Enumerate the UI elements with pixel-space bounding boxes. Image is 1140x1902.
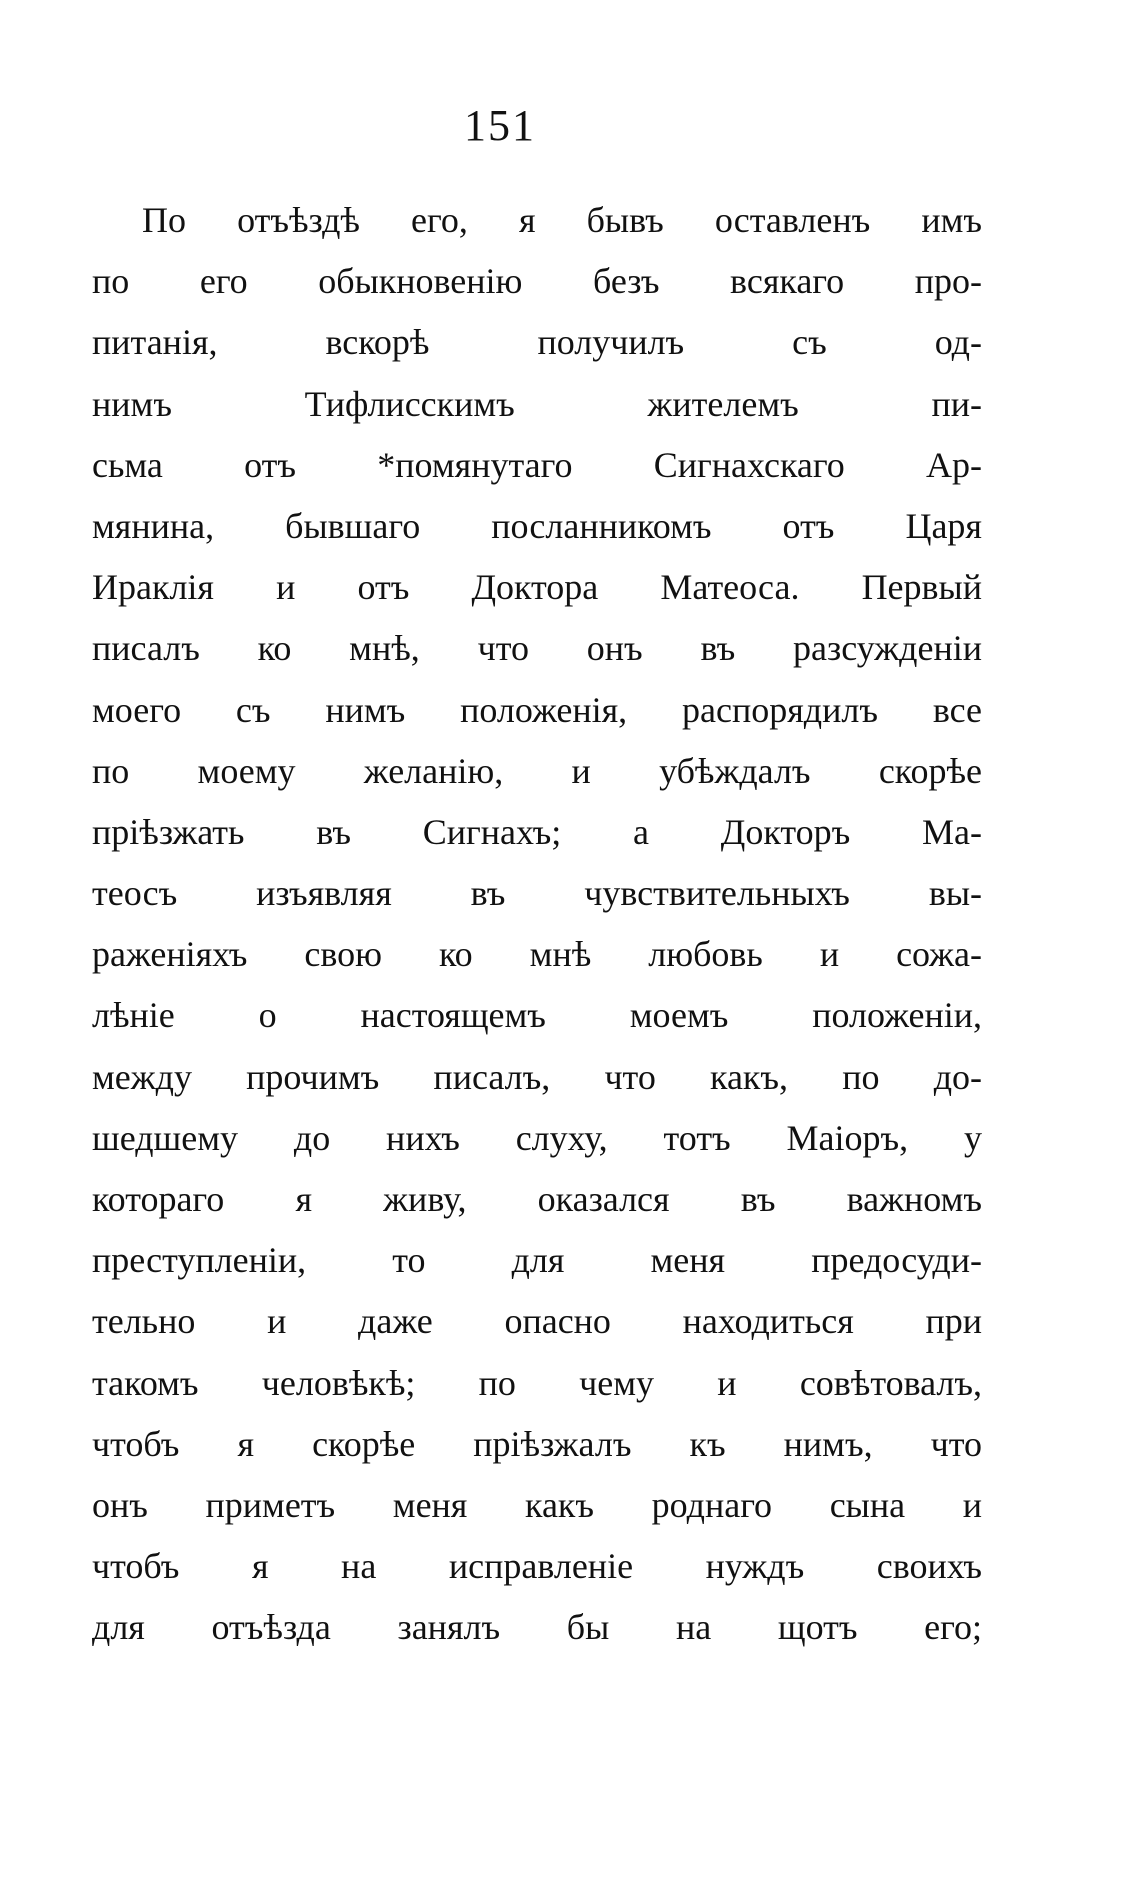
text-line: Ираклія и отъ Доктора Матеоса. Первый <box>92 567 982 608</box>
body-text <box>92 190 982 1659</box>
text-line: по его обыкновенію безъ всякаго про- <box>92 261 982 302</box>
text-line: пріѣзжать въ Сигнахъ; а Докторъ Ма- <box>92 811 982 852</box>
text-line: чтобъ я на исправленіе нуждъ своихъ <box>92 1546 982 1587</box>
text-line: для отъѣзда занялъ бы на щотъ его; <box>92 1607 982 1648</box>
text-line: шедшему до нихъ слуху, тотъ Маіоръ, у <box>92 1117 982 1158</box>
text-line: сьма отъ *помянутаго Сигнахскаго Ар- <box>92 444 982 485</box>
page-number: 151 <box>464 101 536 150</box>
text-line: писалъ ко мнѣ, что онъ въ разсужденіи <box>92 628 982 669</box>
text-line: преступленіи, то для меня предосуди- <box>92 1240 982 1281</box>
text-line: такомъ человѣкѣ; по чему и совѣтовалъ, <box>92 1362 982 1403</box>
text-line: теосъ изъявляя въ чувствительныхъ вы- <box>92 873 982 914</box>
text-line: тельно и даже опасно находиться при <box>92 1301 982 1342</box>
text-line: мянина, бывшаго посланникомъ отъ Царя <box>92 505 982 546</box>
text-line: питанія, вскорѣ получилъ съ од- <box>92 322 982 363</box>
text-line: По отъѣздѣ его, я бывъ оставленъ имъ <box>142 200 982 240</box>
text-line: лѣніе о настоящемъ моемъ положеніи, <box>92 995 982 1036</box>
text-line: котораго я живу, оказался въ важномъ <box>92 1179 982 1219</box>
text-line: моего съ нимъ положенія, распорядилъ все <box>92 689 982 730</box>
text-line: онъ приметъ меня какъ роднаго сына и <box>92 1484 982 1525</box>
text-line: нимъ Тифлисскимъ жителемъ пи- <box>92 383 982 424</box>
text-line: чтобъ я скорѣе пріѣзжалъ къ нимъ, что <box>92 1423 982 1464</box>
text-line: раженіяхъ свою ко мнѣ любовь и сожа- <box>92 934 982 975</box>
text-line: между прочимъ писалъ, что какъ, по до- <box>92 1056 982 1097</box>
text-line: по моему желанію, и убѣждалъ скорѣе <box>92 750 982 791</box>
